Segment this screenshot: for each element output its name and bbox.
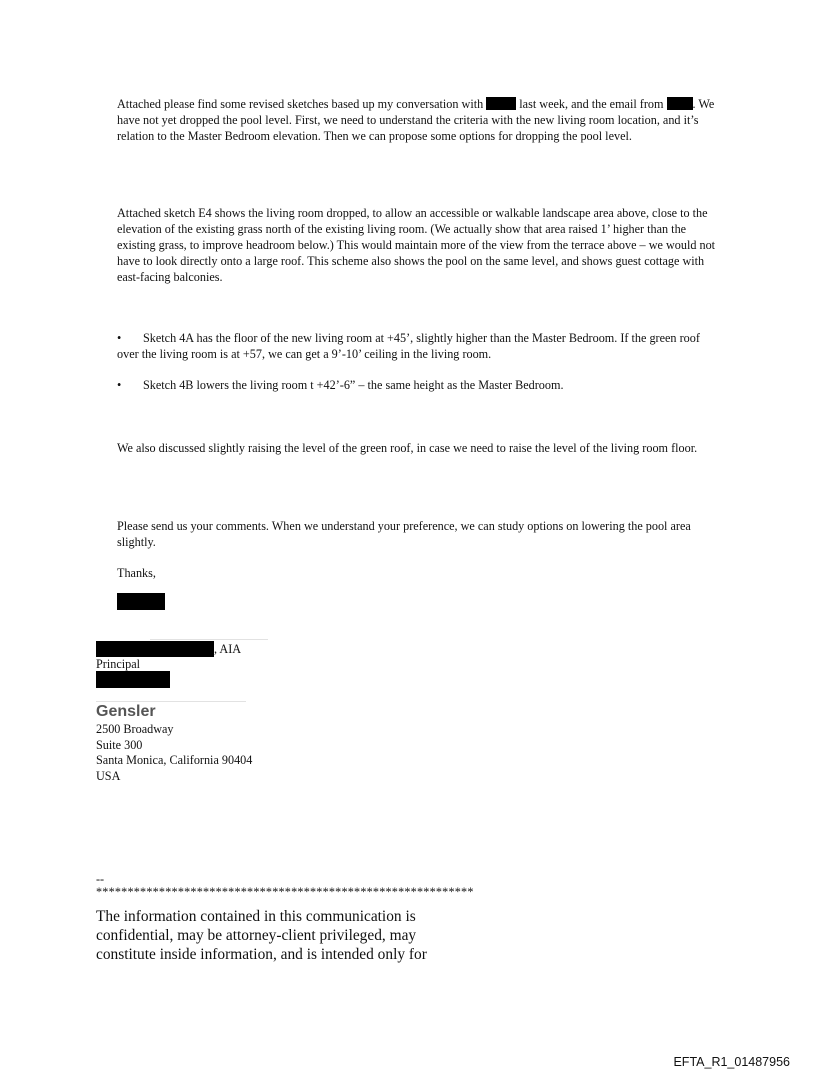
intro-text-c: . We have not yet dropped the pool level. First, we need to understand the criteria with the new living room location, and it’s relation to the Master Bedroom elevation. Then we can propose some options for dropping the pool level. xyxy=(117,97,715,143)
comments-paragraph: Please send us your comments. When we understand your preference, we can study options on lowering the pool area slightly. xyxy=(117,519,691,549)
divider xyxy=(150,639,268,640)
bullet-text: Sketch 4B lowers the living room t +42’-6” – the same height as the Master Bedroom. xyxy=(143,378,564,392)
redacted-name xyxy=(96,641,214,657)
divider xyxy=(96,701,246,702)
address-line: Santa Monica, California 90404 xyxy=(96,753,253,767)
sketch-e4-paragraph: Attached sketch E4 shows the living room dropped, to allow an accessible or walkable landscape area above, close to the elevation of the existing grass north of the existing living room. (We actually show that area raised 1’ higher than the existing grass, to improve headroom below.) This would maintain more of the view from the terrace above – we would not have to look directly onto a large roof. This scheme also shows the pool on the same level, and shows guest cottage with east-facing balconies. xyxy=(117,206,716,284)
redaction-block xyxy=(486,97,516,110)
redacted-contact xyxy=(96,671,170,688)
company-address xyxy=(96,722,252,784)
bullet-text: Sketch 4A has the floor of the new living room at +45’, slightly higher than the Master Bedroom. If the green roof over the living room is at +57, we can get a 9’-10’ ceiling in the living room. xyxy=(117,331,700,361)
address-line: Suite 300 xyxy=(96,737,143,752)
redaction-block xyxy=(667,97,693,110)
address-line: 2500 Broadway xyxy=(96,722,174,736)
job-title: Principal xyxy=(96,657,141,671)
credential-label: , AIA xyxy=(214,642,242,656)
bullet-item: • Sketch 4A has the floor of the new living room at +45’, slightly higher than the Master Bedroom. If the green roof over the living room is at +57, we can get a 9’-10’ ceiling in the living room. xyxy=(117,331,700,361)
green-roof-paragraph: We also discussed slightly raising the level of the green roof, in case we need to raise the level of the living room floor. xyxy=(117,441,698,455)
intro-text-b: last week, and the email from xyxy=(519,97,664,111)
separator-stars: ************************************************************ xyxy=(96,885,474,899)
intro-text-a: Attached please find some revised sketches based up my conversation with xyxy=(117,97,484,111)
closing-thanks: Thanks, xyxy=(117,566,156,580)
bullet-item: • Sketch 4B lowers the living room t +42’-6” – the same height as the Master Bedroom. xyxy=(117,378,564,392)
company-name: Gensler xyxy=(96,703,156,720)
address-line: USA xyxy=(96,768,121,783)
intro-paragraph xyxy=(117,96,717,144)
confidentiality-disclaimer: The information contained in this communication is confidential, may be attorney-client privileged, may constitute inside information, and is intended only for xyxy=(96,908,427,963)
separator-dash: -- xyxy=(96,872,105,886)
document-id: EFTA_R1_01487956 xyxy=(673,1055,790,1069)
redacted-signature xyxy=(117,593,165,610)
